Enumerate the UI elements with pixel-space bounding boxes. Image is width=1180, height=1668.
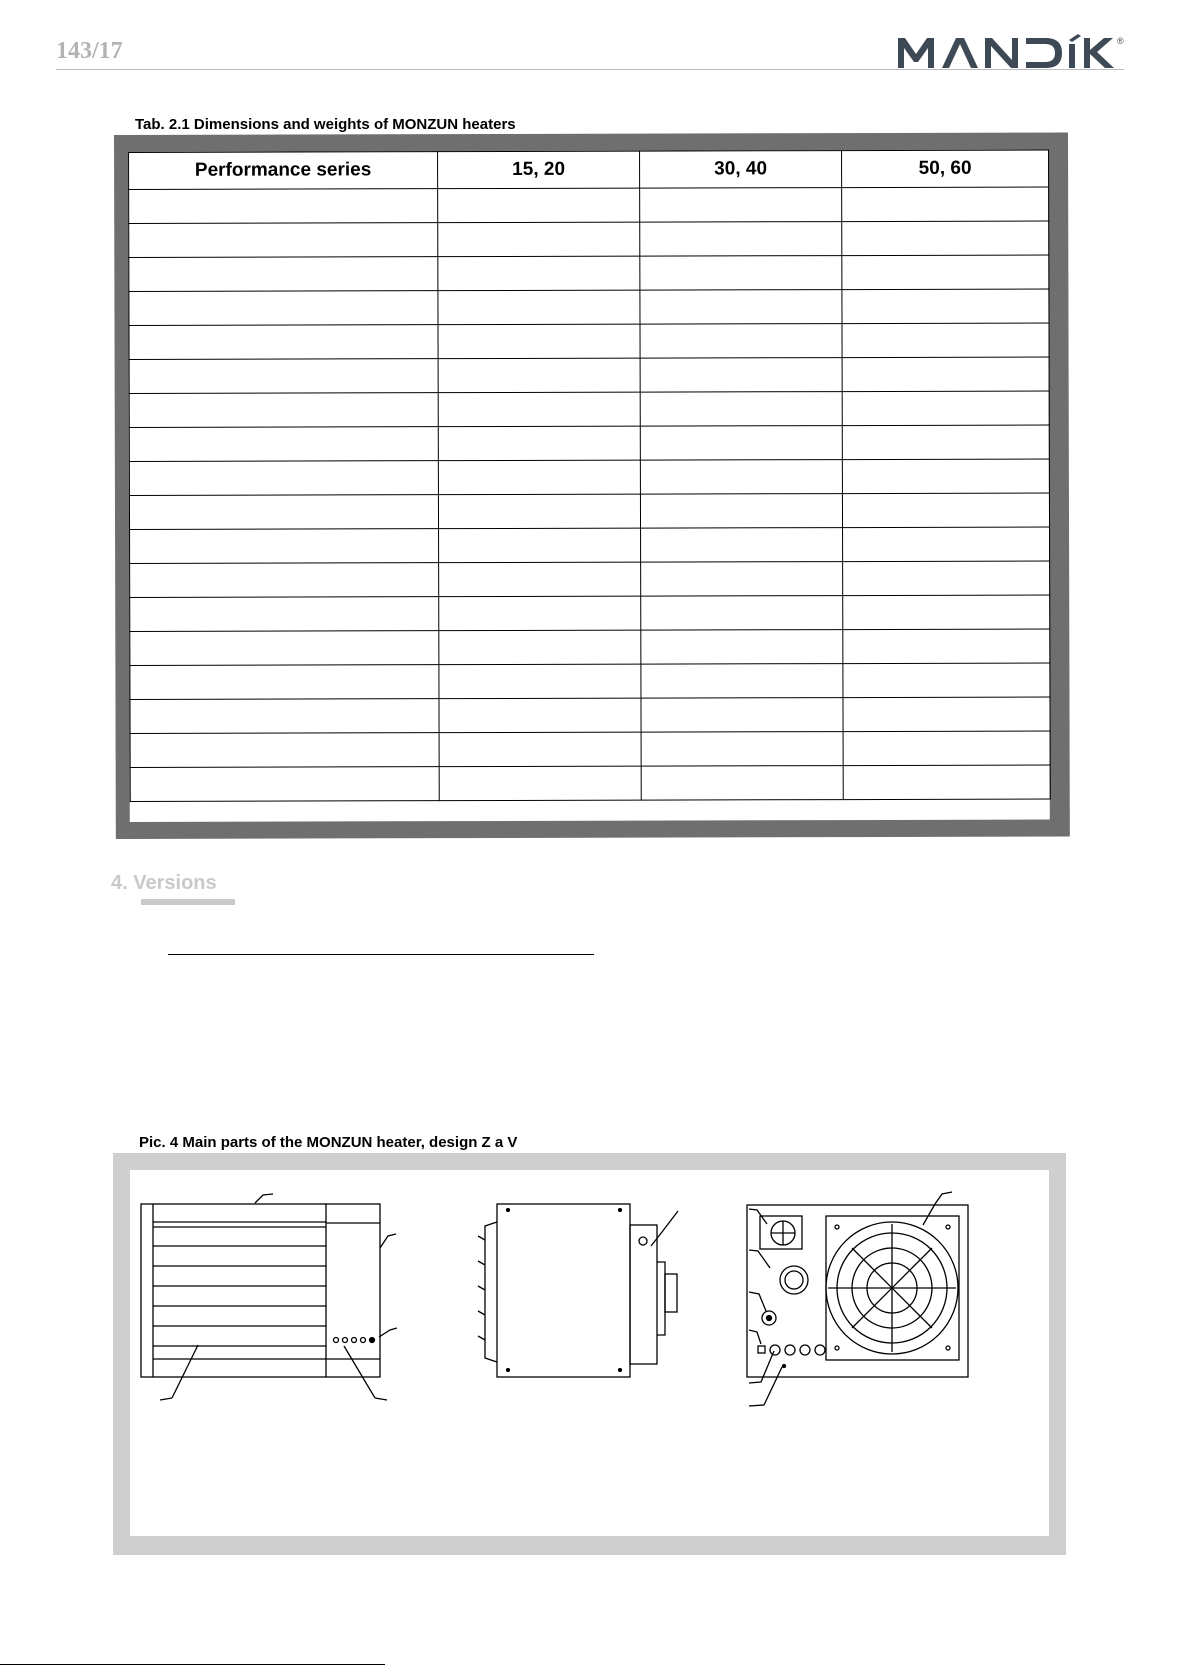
table-cell xyxy=(842,323,1049,358)
table-cell xyxy=(842,459,1049,494)
table-cell xyxy=(843,595,1050,630)
table-cell xyxy=(842,425,1049,460)
table-cell xyxy=(843,629,1050,664)
table-row xyxy=(129,425,1049,461)
table-cell xyxy=(843,765,1050,800)
table-cell xyxy=(842,187,1049,222)
column-header-performance-series: Performance series xyxy=(129,152,438,190)
figure-caption: Pic. 4 Main parts of the MONZUN heater, design Z a V xyxy=(139,1134,518,1151)
table-row xyxy=(129,391,1049,427)
table-row xyxy=(130,629,1050,665)
table-row xyxy=(129,221,1049,257)
table-cell xyxy=(130,597,439,632)
table-cell xyxy=(640,222,842,257)
column-header-30-40: 30, 40 xyxy=(640,151,842,189)
table-cell xyxy=(640,188,842,223)
table-cell xyxy=(640,324,842,359)
table-cell xyxy=(843,561,1050,596)
table-cell xyxy=(843,731,1050,766)
table-cell xyxy=(843,663,1050,698)
table-cell xyxy=(130,665,439,700)
table-cell xyxy=(842,357,1049,392)
table-cell xyxy=(129,325,438,360)
figure-frame xyxy=(113,1153,1066,1555)
table-cell xyxy=(439,630,641,665)
table-cell xyxy=(641,732,843,767)
table-cell xyxy=(439,664,641,699)
page-number: 143/17 xyxy=(56,38,123,64)
table-cell xyxy=(439,528,641,563)
table-cell xyxy=(641,698,843,733)
table-row xyxy=(130,697,1050,733)
section-underline xyxy=(141,899,235,905)
table-cell xyxy=(842,493,1049,528)
table-area xyxy=(128,150,1050,822)
heater-front-view xyxy=(141,1194,397,1400)
table-cell xyxy=(130,631,439,666)
figure-area xyxy=(130,1170,1049,1536)
section-number: 4. xyxy=(111,872,128,894)
footer-divider xyxy=(0,1664,385,1665)
table-row xyxy=(129,459,1049,495)
table-cell xyxy=(130,563,439,598)
heater-rear-view xyxy=(747,1192,968,1406)
table-row xyxy=(129,493,1049,529)
table-row xyxy=(130,561,1050,597)
column-header-15-20: 15, 20 xyxy=(438,151,640,189)
table-cell xyxy=(438,222,640,257)
table-row xyxy=(129,323,1049,359)
table-row xyxy=(130,527,1050,563)
table-cell xyxy=(641,596,843,631)
table-cell xyxy=(130,529,439,564)
table-cell xyxy=(641,562,843,597)
table-cell xyxy=(129,291,438,326)
table-cell xyxy=(129,223,438,258)
section-title: Versions xyxy=(133,872,217,894)
table-cell xyxy=(641,766,843,801)
table-cell xyxy=(439,596,641,631)
heater-side-view xyxy=(478,1204,678,1377)
table-cell xyxy=(640,494,842,529)
table-cell xyxy=(842,221,1049,256)
table-row xyxy=(130,595,1050,631)
table-cell xyxy=(843,697,1050,732)
table-cell xyxy=(438,426,640,461)
section-heading xyxy=(111,872,217,895)
table-cell xyxy=(129,495,438,530)
dimensions-table xyxy=(128,150,1051,802)
table-row xyxy=(129,187,1049,223)
table-cell xyxy=(842,391,1049,426)
table-cell xyxy=(640,358,842,393)
table-cell xyxy=(640,460,842,495)
blank-underline xyxy=(168,954,594,955)
table-cell xyxy=(129,461,438,496)
table-cell xyxy=(640,290,842,325)
table-cell xyxy=(438,460,640,495)
column-header-50-60: 50, 60 xyxy=(842,150,1049,188)
table-cell xyxy=(130,733,439,768)
table-caption: Tab. 2.1 Dimensions and weights of MONZUN heaters xyxy=(135,116,516,133)
header-divider xyxy=(56,69,1124,70)
table-cell xyxy=(130,699,439,734)
table-cell xyxy=(129,189,438,224)
mandik-logo xyxy=(898,34,1126,70)
registered-mark: ® xyxy=(1117,36,1124,46)
table-cell xyxy=(129,393,438,428)
table-cell xyxy=(641,528,843,563)
table-cell xyxy=(129,427,438,462)
table-cell xyxy=(641,630,843,665)
table-cell xyxy=(641,664,843,699)
table-cell xyxy=(438,256,640,291)
table-body xyxy=(129,187,1051,801)
table-cell xyxy=(439,562,641,597)
table-row xyxy=(129,289,1049,325)
table-cell xyxy=(843,527,1050,562)
table-cell xyxy=(640,256,842,291)
table-cell xyxy=(842,255,1049,290)
table-cell xyxy=(439,698,641,733)
table-row xyxy=(129,357,1049,393)
table-row xyxy=(130,663,1050,699)
table-cell xyxy=(640,392,842,427)
table-cell xyxy=(438,358,640,393)
table-row xyxy=(130,731,1050,767)
table-cell xyxy=(129,257,438,292)
table-cell xyxy=(438,392,640,427)
table-cell xyxy=(130,767,439,802)
table-row xyxy=(129,255,1049,291)
table-cell xyxy=(439,732,641,767)
table-frame xyxy=(114,133,1070,839)
table-cell xyxy=(129,359,438,394)
table-cell xyxy=(640,426,842,461)
table-cell xyxy=(438,494,640,529)
table-cell xyxy=(438,324,640,359)
table-cell xyxy=(438,188,640,223)
table-cell xyxy=(842,289,1049,324)
table-cell xyxy=(438,290,640,325)
table-cell xyxy=(439,766,641,801)
table-header-row xyxy=(129,150,1049,189)
heater-drawings xyxy=(130,1170,1049,1536)
table-row xyxy=(130,765,1050,801)
